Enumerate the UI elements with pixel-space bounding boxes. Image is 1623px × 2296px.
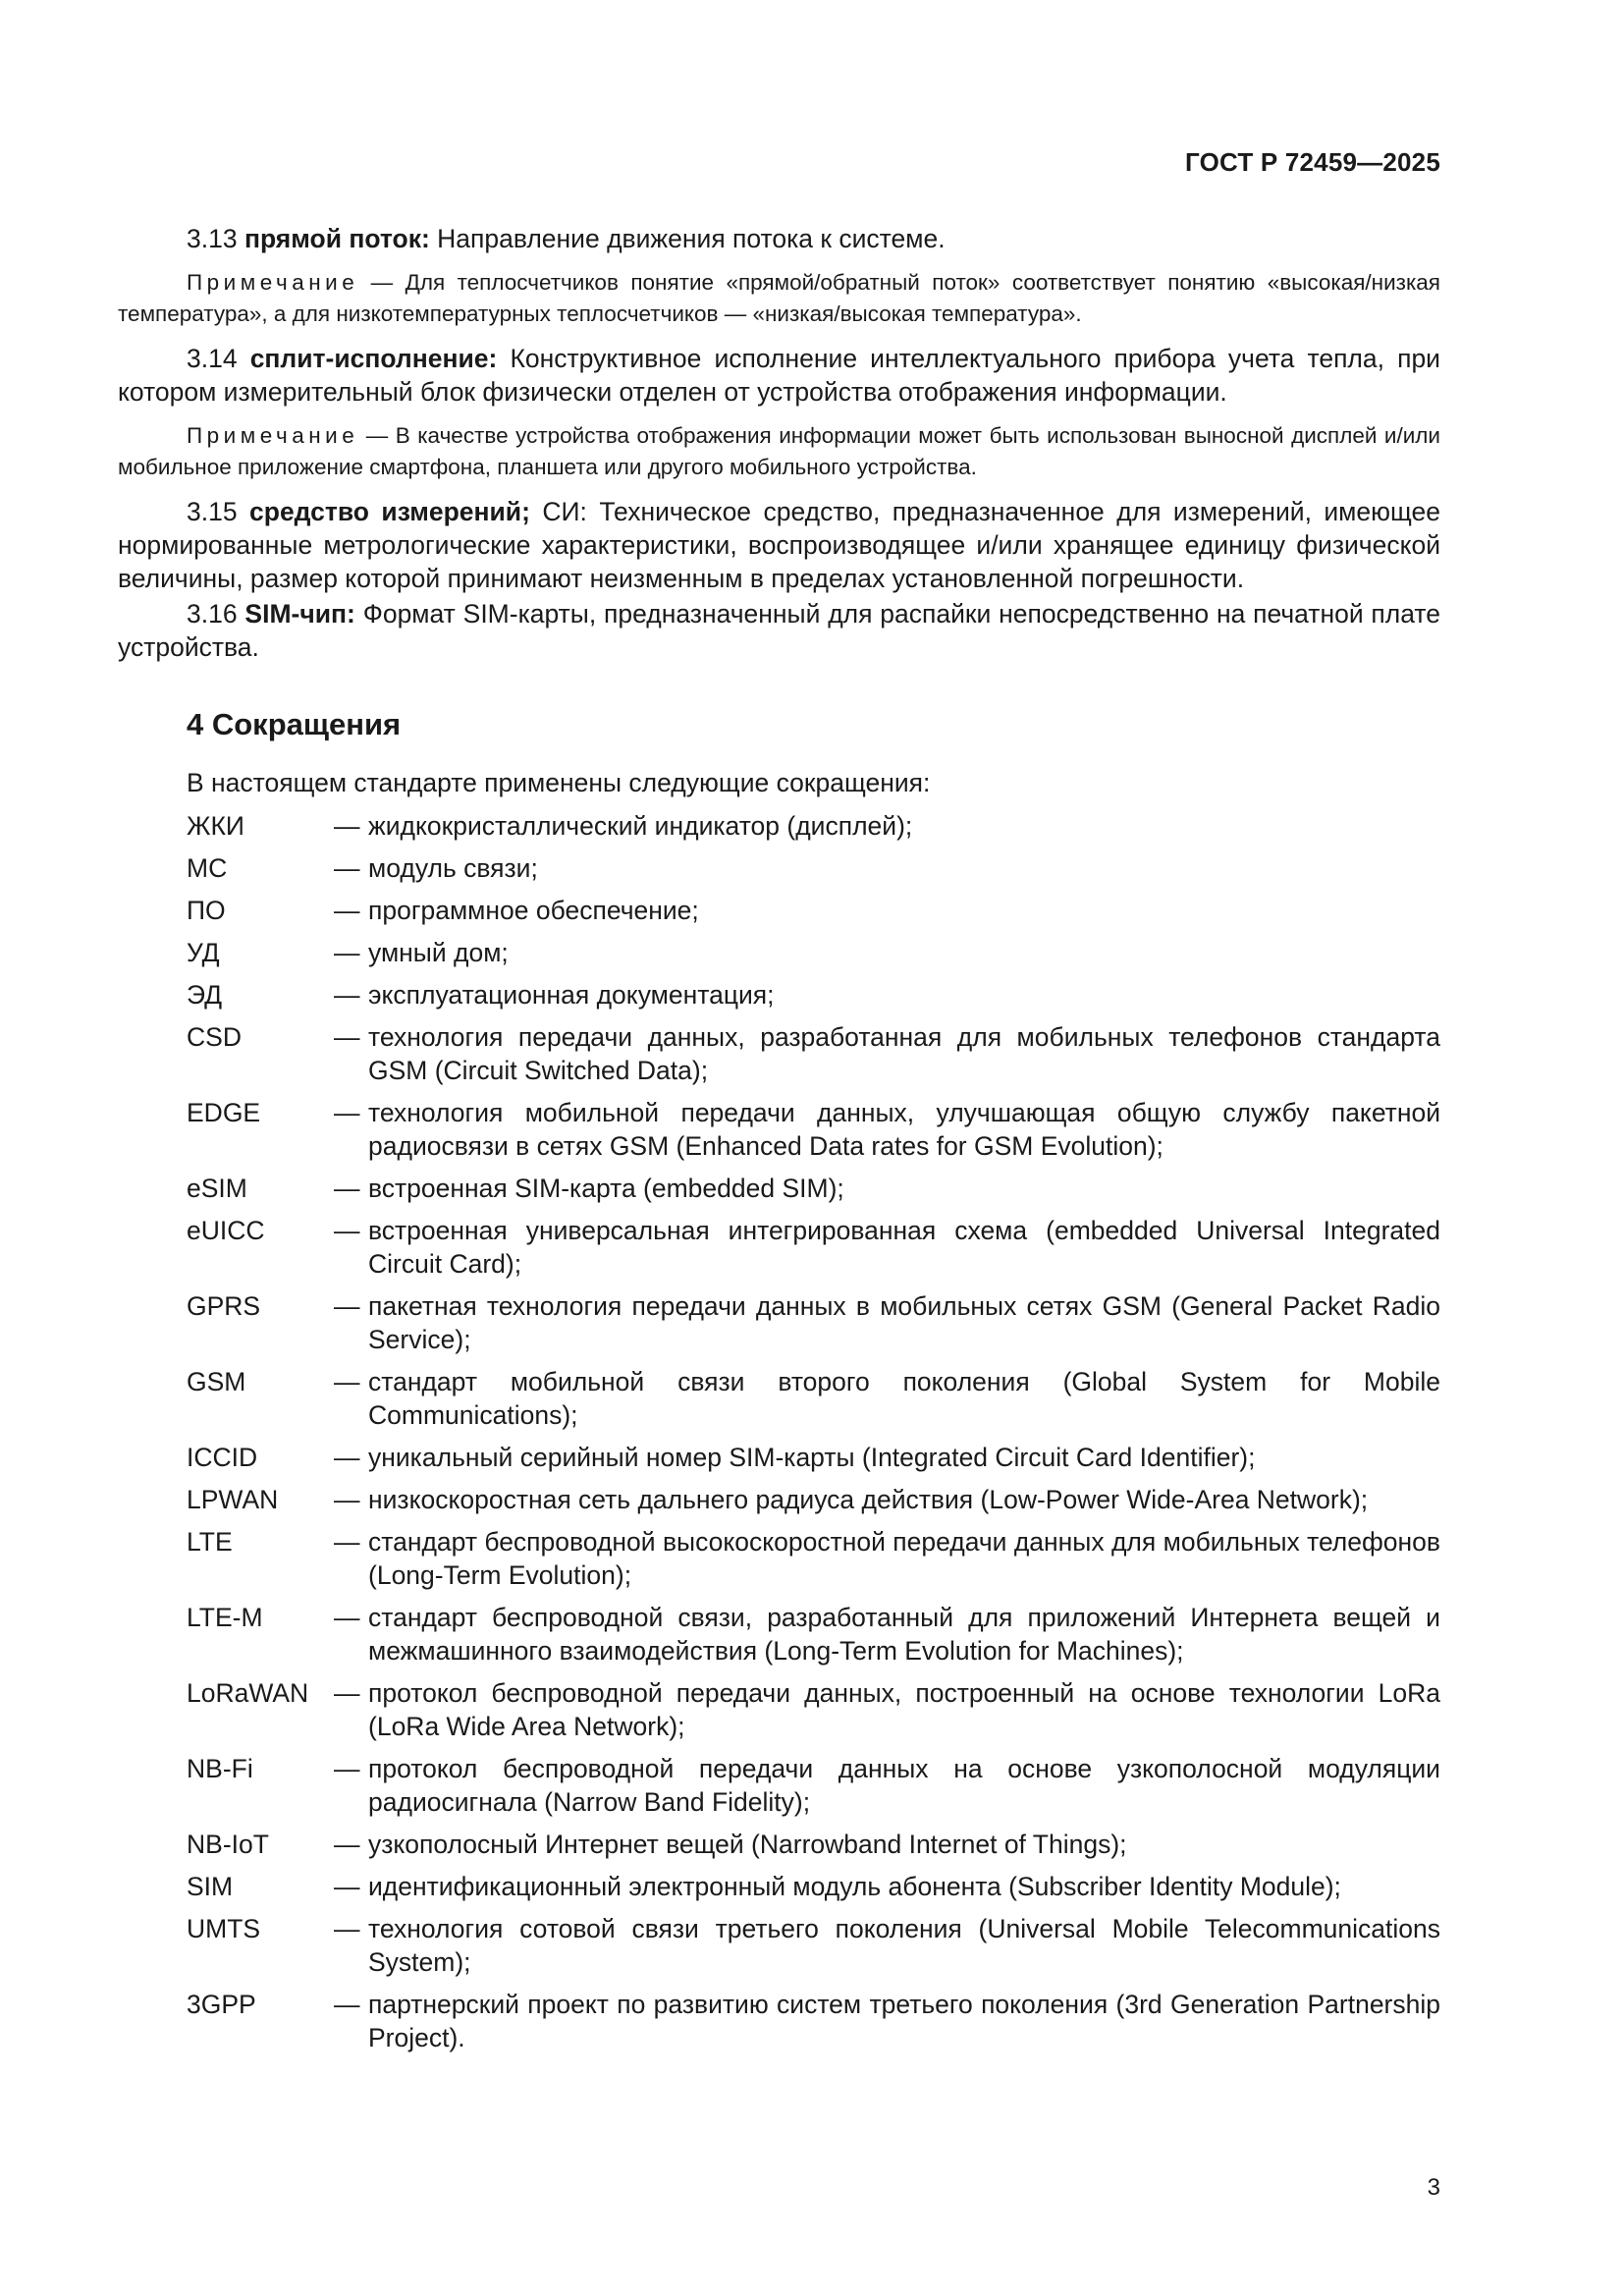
abbreviation-dash: — — [334, 811, 360, 841]
abbreviation-description: технология сотовой связи третьего поколения (Universal Mobile Telecommunications System); — [368, 1914, 1440, 1977]
abbreviation-row — [187, 1365, 1440, 1432]
abbreviation-row — [187, 1988, 1440, 2054]
section-intro: В настоящем стандарте применены следующие сокращения: — [187, 768, 931, 797]
definition-term: средство измерений; — [249, 497, 530, 526]
abbreviation-row — [187, 1289, 1440, 1356]
abbreviation-dash: — — [334, 1914, 360, 1943]
abbreviation-dash: — — [334, 1678, 360, 1708]
definition-number: 3.14 — [187, 344, 238, 373]
abbreviation-row — [187, 978, 1440, 1011]
abbreviation-term: LPWAN — [187, 1485, 279, 1514]
abbreviation-dash: — — [334, 1872, 360, 1901]
abbreviation-dash: — — [334, 1527, 360, 1557]
definition-text: Техническое средство, предназначенное для измерений, имеющее нормированные метрологические характеристики, воспроизводящее и/или хранящее единицу физической величины, размер которой принимают неизменным в пределах установленной погрешности. — [118, 497, 1440, 593]
abbreviation-dash: — — [334, 1022, 360, 1052]
abbreviation-term: eUICC — [187, 1216, 265, 1245]
note-label: Примечание — [187, 423, 359, 448]
abbreviation-description: модуль связи; — [368, 853, 538, 883]
abbreviation-row — [187, 1096, 1440, 1163]
abbreviation-row — [187, 1483, 1440, 1516]
definition-number: 3.16 — [187, 599, 238, 629]
abbreviation-description: низкоскоростная сеть дальнего радиуса действия (Low-Power Wide-Area Network); — [368, 1485, 1369, 1514]
abbreviation-term: УД — [187, 938, 220, 967]
note-text: — Для теплосчетчиков понятие «прямой/обратный поток» соответствует понятию «высокая/низкая температура», а для низкотемпературных теплосчетчиков — «низкая/высокая температура». — [118, 270, 1440, 326]
abbreviation-row — [187, 1912, 1440, 1979]
abbreviation-description: встроенная SIM-карта (embedded SIM); — [368, 1174, 844, 1203]
abbreviation-description: уникальный серийный номер SIM-карты (Integrated Circuit Card Identifier); — [368, 1443, 1256, 1472]
definition-3-13 — [118, 222, 1440, 255]
definition-text: Направление движения потока к системе. — [437, 224, 946, 253]
abbreviation-dash: — — [334, 1291, 360, 1321]
abbreviation-term: NB-Fi — [187, 1754, 253, 1783]
abbreviation-description: пакетная технология передачи данных в мобильных сетях GSM (General Packet Radio Service); — [368, 1291, 1440, 1354]
abbreviation-dash: — — [334, 896, 360, 925]
note-3-13 — [118, 267, 1440, 330]
definition-3-15 — [118, 495, 1440, 595]
abbreviation-dash: — — [334, 1216, 360, 1245]
abbreviation-term: LTE-M — [187, 1603, 263, 1632]
abbreviation-description: узкополосный Интернет вещей (Narrowband Internet of Things); — [368, 1830, 1127, 1859]
abbreviation-term: LoRaWAN — [187, 1678, 309, 1708]
abbreviation-row — [187, 1172, 1440, 1205]
definition-term: SIM-чип: — [244, 599, 355, 629]
abbreviation-dash: — — [334, 853, 360, 883]
note-3-14 — [118, 420, 1440, 483]
abbreviation-description: технология мобильной передачи данных, улучшающая общую службу пакетной радиосвязи в сетях GSM (Enhanced Data rates for GSM Evolution); — [368, 1098, 1440, 1161]
abbreviation-row — [187, 1020, 1440, 1087]
page-number: 3 — [1427, 2174, 1440, 2201]
abbreviation-term: EDGE — [187, 1098, 261, 1127]
definition-number: 3.13 — [187, 224, 238, 253]
abbreviation-row — [187, 894, 1440, 927]
abbreviation-description: стандарт беспроводной высокоскоростной передачи данных для мобильных телефонов (Long-Term Evolution); — [368, 1527, 1440, 1590]
abbreviation-dash: — — [334, 1603, 360, 1632]
abbreviation-term: eSIM — [187, 1174, 247, 1203]
abbreviation-dash: — — [334, 1485, 360, 1514]
abbreviation-description: эксплуатационная документация; — [368, 980, 775, 1010]
abbreviation-dash: — — [334, 1098, 360, 1127]
abbreviation-row — [187, 1214, 1440, 1281]
abbreviation-dash: — — [334, 1754, 360, 1783]
abbreviation-term: ICCID — [187, 1443, 258, 1472]
abbreviation-term: LTE — [187, 1527, 233, 1557]
abbreviation-term: UMTS — [187, 1914, 261, 1943]
abbreviation-description: стандарт беспроводной связи, разработанный для приложений Интернета вещей и межмашинного взаимодействия (Long-Term Evolution for Machines); — [368, 1603, 1440, 1666]
abbreviation-dash: — — [334, 938, 360, 967]
abbreviation-dash: — — [334, 1367, 360, 1396]
abbreviation-term: SIM — [187, 1872, 234, 1901]
abbreviation-dash: — — [334, 980, 360, 1010]
abbreviation-description: протокол беспроводной передачи данных на основе узкополосной модуляции радиосигнала (Narrow Band Fidelity); — [368, 1754, 1440, 1817]
abbreviation-term: ПО — [187, 896, 226, 925]
abbreviation-row — [187, 1525, 1440, 1592]
definition-term: сплит-исполнение: — [249, 344, 498, 373]
abbreviation-description: умный дом; — [368, 938, 509, 967]
abbreviation-description: жидкокристаллический индикатор (дисплей); — [368, 811, 913, 841]
abbreviation-dash: — — [334, 1990, 360, 2019]
abbreviation-term: CSD — [187, 1022, 242, 1052]
definition-text: Формат SIM-карты, предназначенный для распайки непосредственно на печатной плате устройства. — [118, 599, 1440, 662]
definition-term: прямой поток: — [243, 224, 430, 253]
abbreviation-term: ЭД — [187, 980, 223, 1010]
abbreviation-term: 3GPP — [187, 1990, 256, 2019]
note-text: — В качестве устройства отображения информации может быть использован выносной дисплей и/или мобильное приложение смартфона, планшета или другого мобильного устройства. — [118, 423, 1440, 479]
abbreviation-term: GSM — [187, 1367, 246, 1396]
abbreviation-row — [187, 1676, 1440, 1743]
abbreviation-description: протокол беспроводной передачи данных, построенный на основе технологии LoRa (LoRa Wide Area Network); — [368, 1678, 1440, 1741]
abbreviation-row — [187, 1441, 1440, 1474]
abbreviation-term: GPRS — [187, 1291, 261, 1321]
definition-3-16 — [118, 597, 1440, 664]
section-title: 4 Сокращения — [187, 707, 402, 741]
abbreviation-description: программное обеспечение; — [368, 896, 699, 925]
abbreviation-row — [187, 1601, 1440, 1667]
abbreviation-row — [187, 1752, 1440, 1819]
abbreviation-term: МС — [187, 853, 228, 883]
abbreviation-row — [187, 1828, 1440, 1861]
definition-text: Конструктивное исполнение интеллектуального прибора учета тепла, при котором измерительный блок физически отделен от устройства отображения информации. — [118, 344, 1440, 407]
abbreviation-list — [118, 809, 1440, 2054]
abbreviation-row — [187, 809, 1440, 843]
definition-term-suffix: СИ: — [542, 497, 587, 526]
abbreviation-term: NB-IoT — [187, 1830, 269, 1859]
page-content — [118, 222, 1440, 2063]
abbreviation-term: ЖКИ — [187, 811, 244, 841]
definition-number: 3.15 — [187, 497, 238, 526]
abbreviation-row — [187, 1870, 1440, 1903]
abbreviation-description: идентификационный электронный модуль абонента (Subscriber Identity Module); — [368, 1872, 1341, 1901]
definition-3-14 — [118, 342, 1440, 409]
note-label: Примечание — [187, 270, 359, 295]
document-id: ГОСТ Р 72459—2025 — [1185, 147, 1440, 177]
abbreviation-description: партнерский проект по развитию систем третьего поколения (3rd Generation Partnership Project). — [368, 1990, 1440, 2052]
abbreviation-dash: — — [334, 1830, 360, 1859]
abbreviation-row — [187, 851, 1440, 885]
abbreviation-description: стандарт мобильной связи второго поколения (Global System for Mobile Communications); — [368, 1367, 1440, 1430]
abbreviation-description: технология передачи данных, разработанная для мобильных телефонов стандарта GSM (Circuit Switched Data); — [368, 1022, 1440, 1085]
abbreviation-dash: — — [334, 1443, 360, 1472]
abbreviation-description: встроенная универсальная интегрированная схема (embedded Universal Integrated Circuit Card); — [368, 1216, 1440, 1279]
abbreviation-dash: — — [334, 1174, 360, 1203]
abbreviation-row — [187, 936, 1440, 969]
